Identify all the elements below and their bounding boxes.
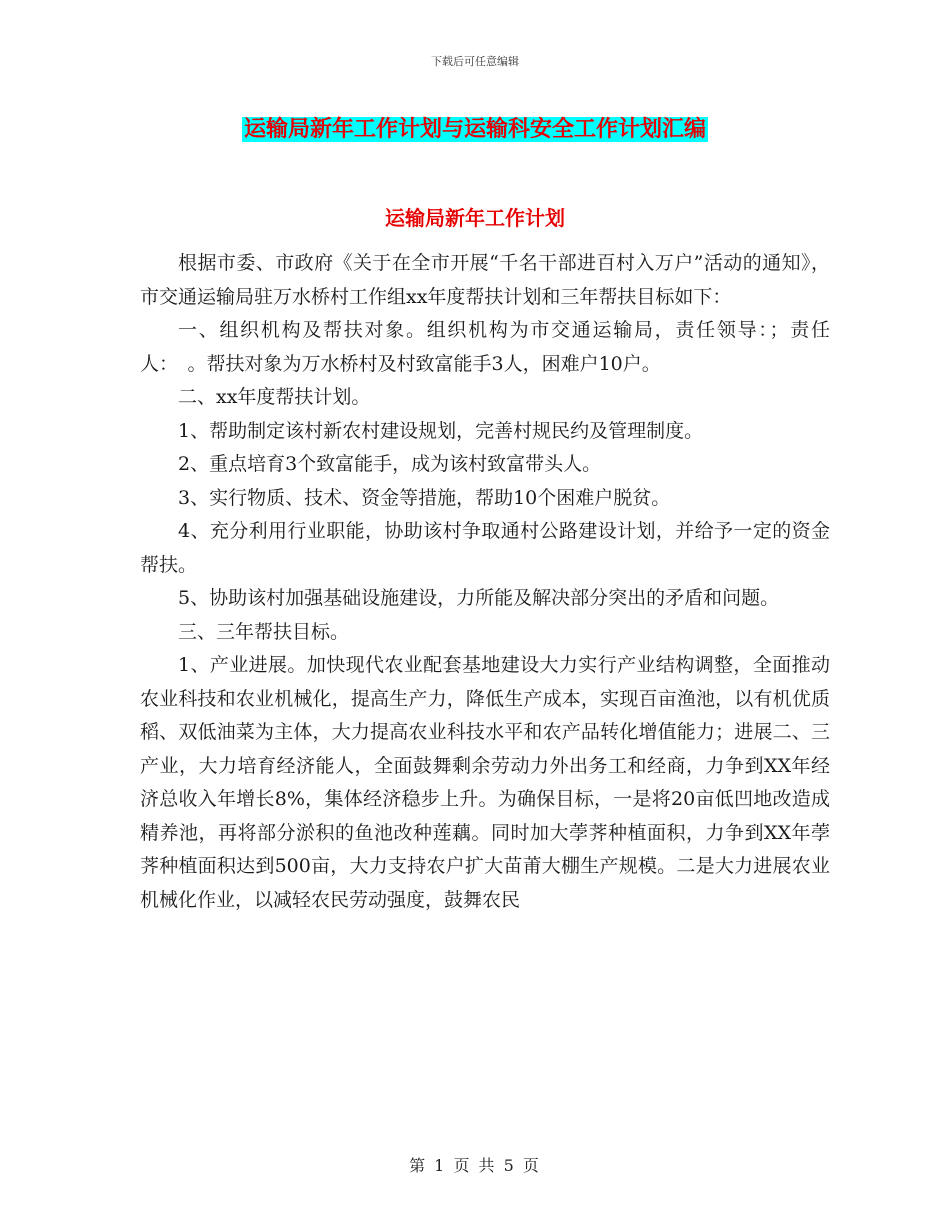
document-body — [140, 247, 830, 917]
paragraph: 1、产业进展。加快现代农业配套基地建设大力实行产业结构调整，全面推动农业科技和农业机械化，提高生产力，降低生产成本，实现百亩渔池，以有机优质稻、双低油菜为主体，大力提高农业科技水平和农产品转化增值能力；进展二、三产业，大力培育经济能人，全面鼓舞剩余劳动力外出务工和经商，力争到XX年经济总收入年增长8%，集体经济稳步上升。为确保目标，一是将20亩低凹地改造成精养池，再将部分淤积的鱼池改种莲藕。同时加大荸荠种植面积，力争到XX年荸荠种植面积达到500亩，大力支持农户扩大苗莆大棚生产规模。二是大力进展农业机械化作业，以减轻农民劳动强度，鼓舞农民 — [140, 654, 830, 911]
page-number: 第 1 页 共 5 页 — [409, 1156, 541, 1175]
paragraph: 1、帮助制定该村新农村建设规划，完善村规民约及管理制度。 — [178, 419, 704, 442]
paragraph: 4、充分利用行业职能，协助该村争取通村公路建设计划，并给予一定的资金帮扶。 — [140, 520, 830, 576]
paragraph: 2、重点培育3个致富能手，成为该村致富带头人。 — [178, 453, 602, 475]
header-note: 下载后可任意编辑 — [431, 55, 519, 68]
paragraph: 3、实行物质、技术、资金等措施，帮助10个困难户脱贫。 — [178, 486, 671, 509]
document-title — [0, 112, 950, 147]
paragraph: 一、组织机构及帮扶对象。组织机构为市交通运输局，责任领导：；责任人： 。帮扶对象为万水桥村及村致富能手3人，困难户10户。 — [140, 319, 830, 375]
paragraph: 二、xx年度帮扶计划。 — [178, 386, 371, 408]
document-title-text: 运输局新年工作计划与运输科安全工作计划汇编 — [243, 117, 706, 142]
paragraph: 5、协助该村加强基础设施建设，力所能及解决部分突出的矛盾和问题。 — [178, 587, 780, 609]
paragraph: 根据市委、市政府《关于在全市开展“千名干部进百村入万户”活动的通知》，市交通运输局驻万水桥村工作组xx年度帮扶计划和三年帮扶目标如下： — [140, 252, 830, 308]
paragraph: 三、三年帮扶目标。 — [178, 620, 350, 643]
section-title: 运输局新年工作计划 — [385, 206, 565, 230]
